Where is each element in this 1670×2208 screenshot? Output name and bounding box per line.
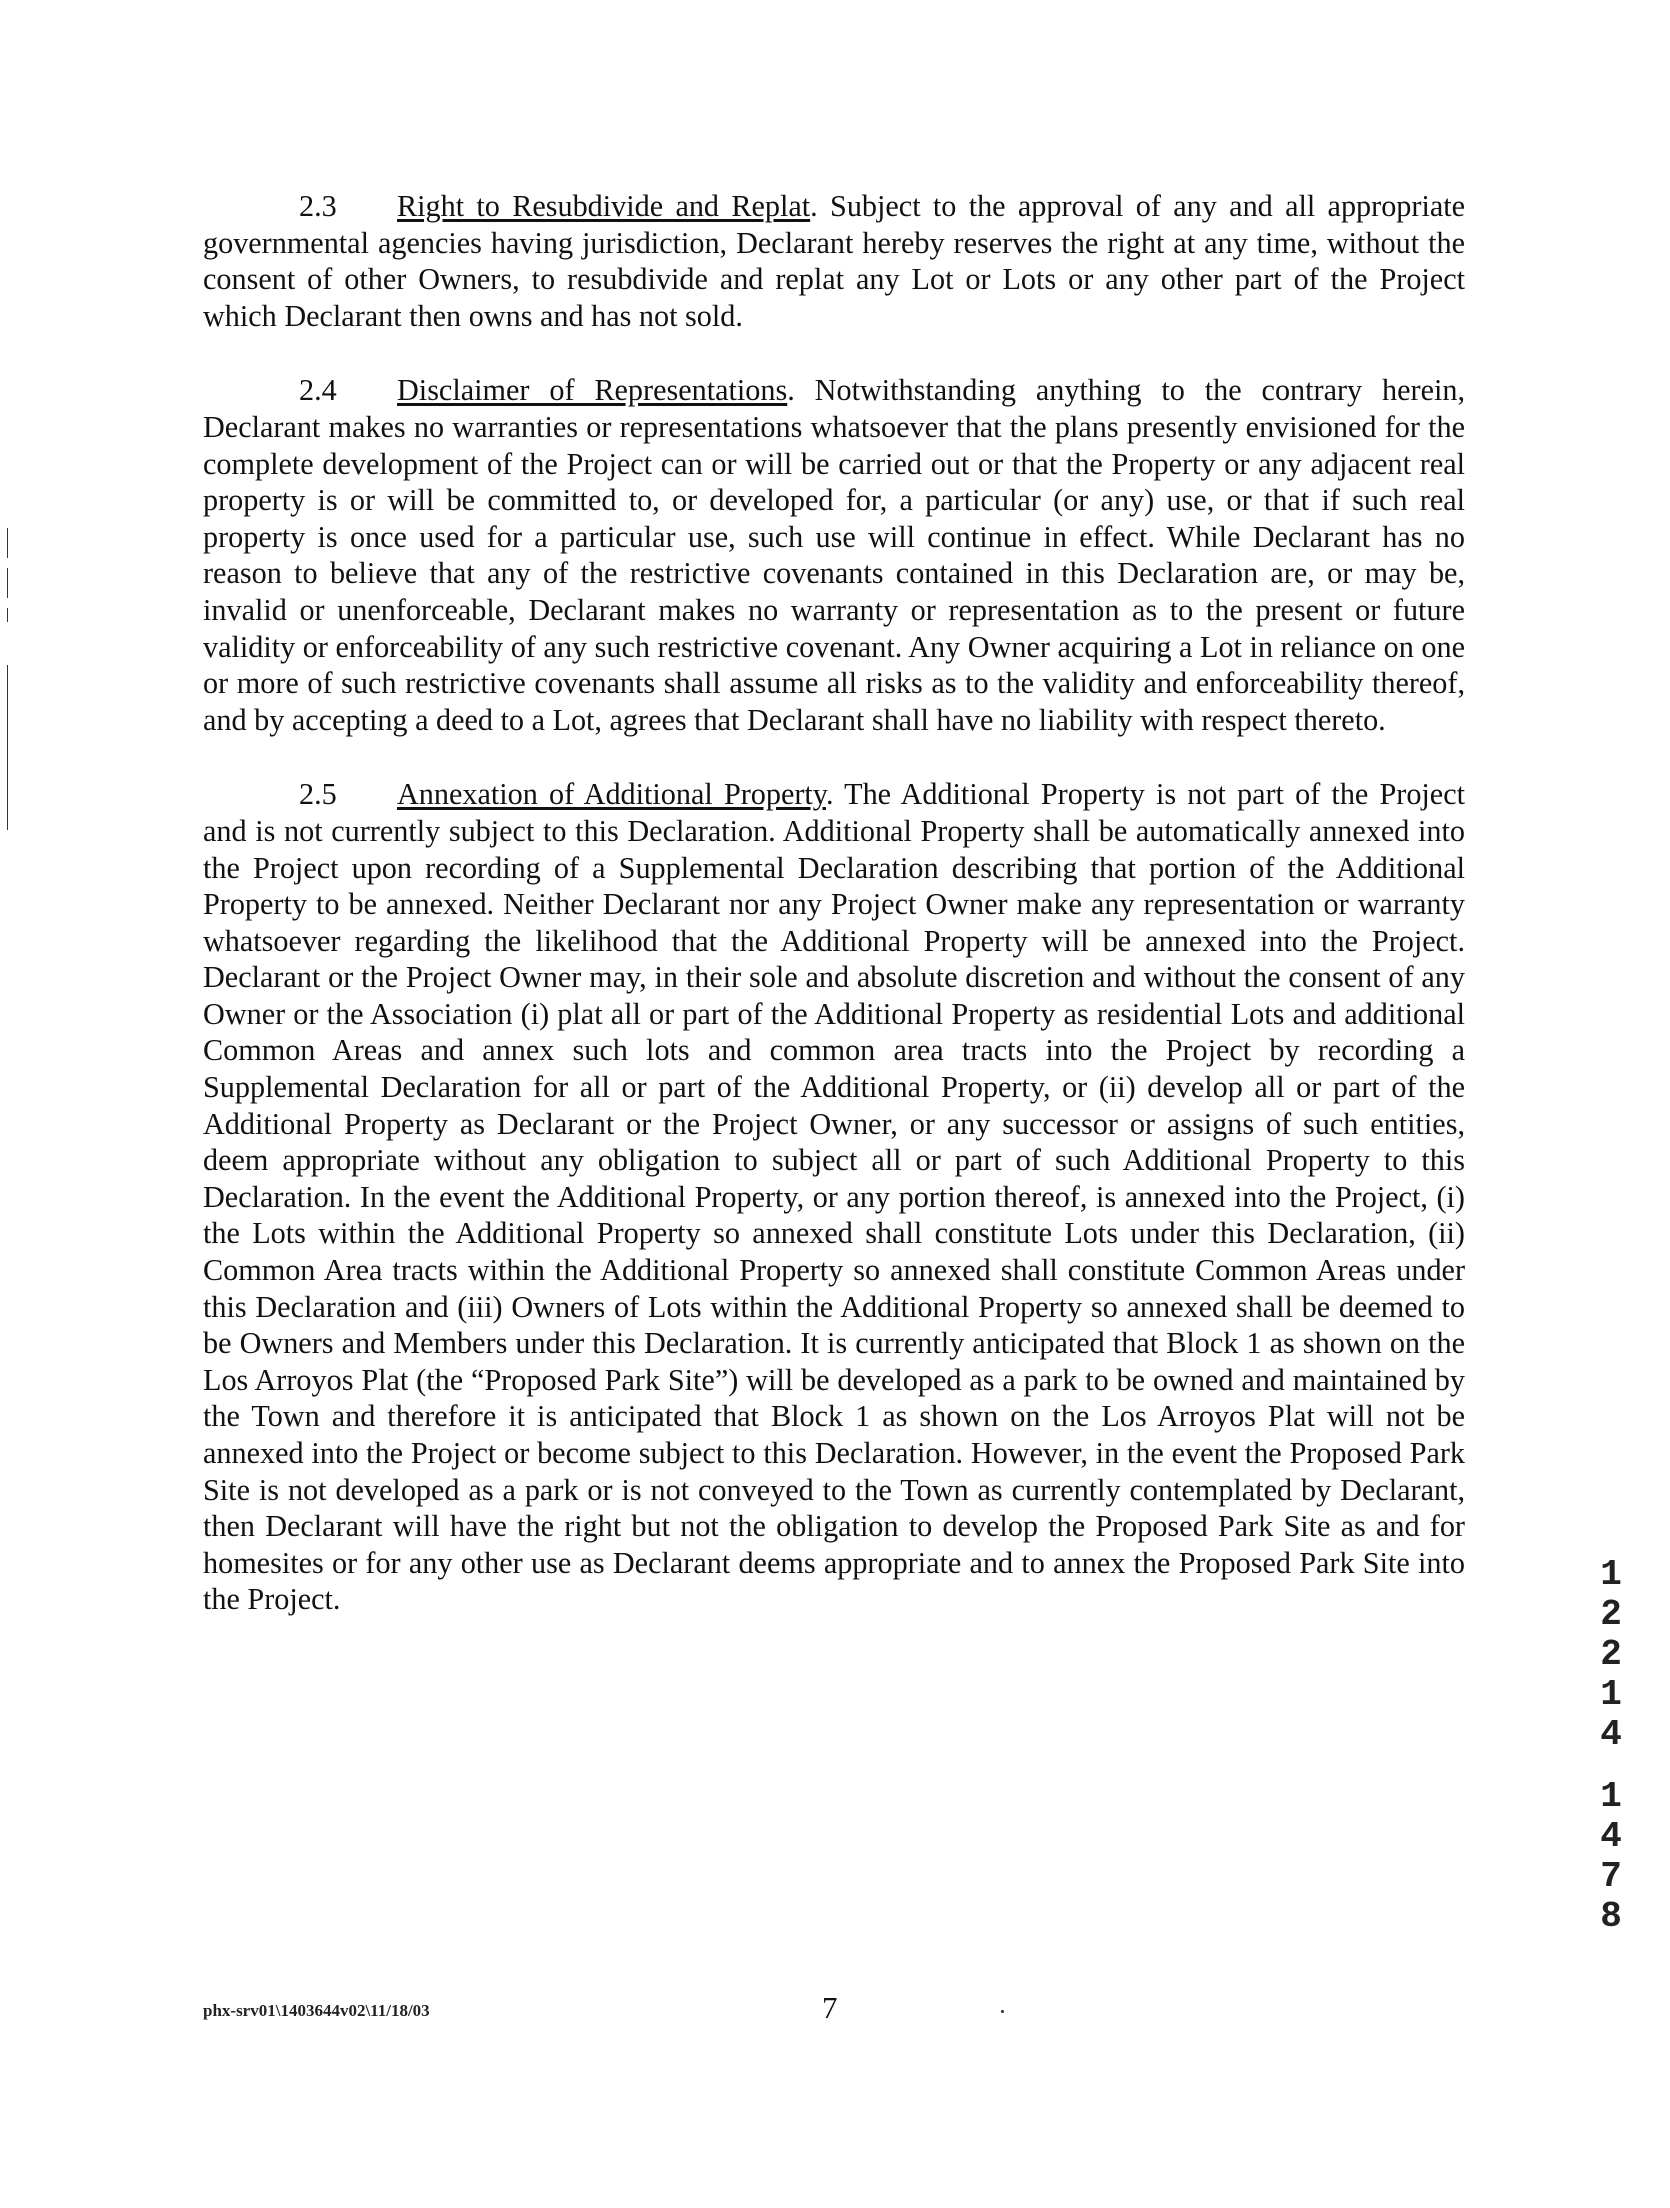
section-heading: Disclaimer of Representations [397, 373, 788, 408]
section-2-4: 2.4 Disclaimer of Representations. Notwithstanding anything to the contrary herein, Declarant makes no warranties or representations whatsoever that the plans presently envisioned for the complete development of the Project can or will be carried out or that the Property or any adjacent real property is or will be committed to, or developed for, a particular (or any) use, or that if such real property is once used for a particular use, such use will continue in effect. While Declarant has no reason to believe that any of the restrictive covenants contained in this Declaration are, or may be, invalid or unenforceable, Declarant makes no warranty or representation as to the present or future validity or enforceability of any such restrictive covenant. Any Owner acquiring a Lot in reliance on one or more of such restrictive covenants shall assume all risks as to the validity and enforceability thereof, and by accepting a deed to a Lot, agrees that Declarant shall have no liability with respect thereto. [203, 373, 1465, 737]
stamp-digit: 1 [1600, 1776, 1622, 1817]
stamp-digit: 2 [1600, 1594, 1622, 1635]
stamp-gap [1597, 1755, 1625, 1777]
document-body [203, 188, 1465, 1656]
recording-number-stamp [1597, 1555, 1625, 1937]
margin-mark [7, 608, 8, 622]
section-number: 2.3 [299, 189, 337, 223]
section-2-5: 2.5 Annexation of Additional Property. The Additional Property is not part of the Project and is not currently subject to this Declaration. Additional Property shall be automatically annexed into the Project upon recording of a Supplemental Declaration describing that portion of the Additional Property to be annexed. Neither Declarant nor any Project Owner make any representation or warranty whatsoever regarding the likelihood that the Additional Property will be annexed into the Project. Declarant or the Project Owner may, in their sole and absolute discretion and without the consent of any Owner or the Association (i) plat all or part of the Additional Property as residential Lots and additional Common Areas and annex such lots and common area tracts into the Project by recording a Supplemental Declaration for all or part of the Additional Property, or (ii) develop all or part of the Additional Property as Declarant or the Project Owner, or any successor or assigns of such entities, deem appropriate without any obligation to subject all or part of such Additional Property to this Declaration. In the event the Additional Property, or any portion thereof, is annexed into the Project, (i) the Lots within the Additional Property so annexed shall constitute Lots under this Declaration, (ii) Common Area tracts within the Additional Property so annexed shall constitute Common Areas under this Declaration and (iii) Owners of Lots within the Additional Property so annexed shall be deemed to be Owners and Members under this Declaration. It is currently anticipated that Block 1 as shown on the Los Arroyos Plat (the “Proposed Park Site”) will be developed as a park to be owned and maintained by the Town and therefore it is anticipated that Block 1 as shown on the Los Arroyos Plat will not be annexed into the Project or become subject to this Declaration. However, in the event the Proposed Park Site is not developed as a park or is not conveyed to the Town as currently contemplated by Declarant, then Declarant will have the right but not the obligation to develop the Proposed Park Site as and for homesites or for any other use as Declarant deems appropriate and to annex the Proposed Park Site into the Project. [203, 777, 1465, 1617]
section-number: 2.5 [299, 777, 337, 812]
stamp-digit: 1 [1600, 1554, 1622, 1595]
section-body: Subject to the approval of any and all appropriate governmental agencies having jurisdiction, Declarant hereby reserves the right at any time, without the consent of other Owners, to resubdivide and replat any Lot or Lots or any other part of the Project which Declarant then owns and has not sold. [203, 189, 1466, 333]
stamp-digit: 8 [1600, 1896, 1622, 1937]
stamp-digit: 4 [1600, 1714, 1622, 1755]
stamp-digit: 7 [1600, 1856, 1622, 1897]
stamp-digit: 2 [1600, 1634, 1622, 1675]
page-number: 7 [822, 1990, 838, 2025]
section-2-3: 2.3 Right to Resubdivide and Replat. Subject to the approval of any and all appropriate governmental agencies having jurisdiction, Declarant hereby reserves the right at any time, without the consent of other Owners, to resubdivide and replat any Lot or Lots or any other part of the Project which Declarant then owns and has not sold. [203, 189, 1466, 333]
margin-mark [7, 665, 8, 830]
section-body: Notwithstanding anything to the contrary herein, Declarant makes no warranties or representations whatsoever that the plans presently envisioned for the complete development of the Project can or will be carried out or that the Property or any adjacent real property is or will be committed to, or developed for, a particular (or any) use, or that if such real property is once used for a particular use, such use will continue in effect. While Declarant has no reason to believe that any of the restrictive covenants contained in this Declaration are, or may be, invalid or unenforceable, Declarant makes no warranty or representation as to the present or future validity or enforceability of any such restrictive covenant. Any Owner acquiring a Lot in reliance on one or more of such restrictive covenants shall assume all risks as to the validity and enforceability thereof, and by accepting a deed to a Lot, agrees that Declarant shall have no liability with respect thereto. [203, 373, 1465, 737]
margin-mark [7, 568, 8, 598]
stamp-digit: 4 [1600, 1816, 1622, 1857]
section-body: The Additional Property is not part of the Project and is not currently subject to this Declaration. Additional Property shall be automatically annexed into the Project upon recording of a Supplemental Declaration describing that portion of the Additional Property to be annexed. Neither Declarant nor any Project Owner make any representation or warranty whatsoever regarding the likelihood that the Additional Property will be annexed into the Project. Declarant or the Project Owner may, in their sole and absolute discretion and without the consent of any Owner or the Association (i) plat all or part of the Additional Property as residential Lots and additional Common Areas and annex such lots and common area tracts into the Project by recording a Supplemental Declaration for all or part of the Additional Property, or (ii) develop all or part of the Additional Property as Declarant or the Project Owner, or any successor or assigns of such entities, deem appropriate without any obligation to subject all or part of such Additional Property to this Declaration. In the event the Additional Property, or any portion thereof, is annexed into the Project, (i) the Lots within the Additional Property so annexed shall constitute Lots under this Declaration, (ii) Common Area tracts within the Additional Property so annexed shall constitute Common Areas under this Declaration and (iii) Owners of Lots within the Additional Property so annexed shall be deemed to be Owners and Members under this Declaration. It is currently anticipated that Block 1 as shown on the Los Arroyos Plat (the “Proposed Park Site”) will be developed as a park to be owned and maintained by the Town and therefore it is anticipated that Block 1 as shown on the Los Arroyos Plat will not be annexed into the Project or become subject to this Declaration. However, in the event the Proposed Park Site is not developed as a park or is not conveyed to the Town as currently contemplated by Declarant, then Declarant will have the right but not the obligation to develop the Proposed Park Site as and for homesites or for any other use as Declarant deems appropriate and to annex the Proposed Park Site into the Project. [203, 777, 1465, 1617]
margin-mark [7, 528, 8, 558]
scan-speck [1001, 2010, 1004, 2013]
section-heading: Annexation of Additional Property [397, 777, 826, 812]
stamp-digit: 1 [1600, 1674, 1622, 1715]
footer-document-id: phx-srv01\1403644v02\11/18/03 [203, 2001, 430, 2020]
section-number: 2.4 [299, 373, 337, 408]
section-heading: Right to Resubdivide and Replat [397, 189, 811, 223]
